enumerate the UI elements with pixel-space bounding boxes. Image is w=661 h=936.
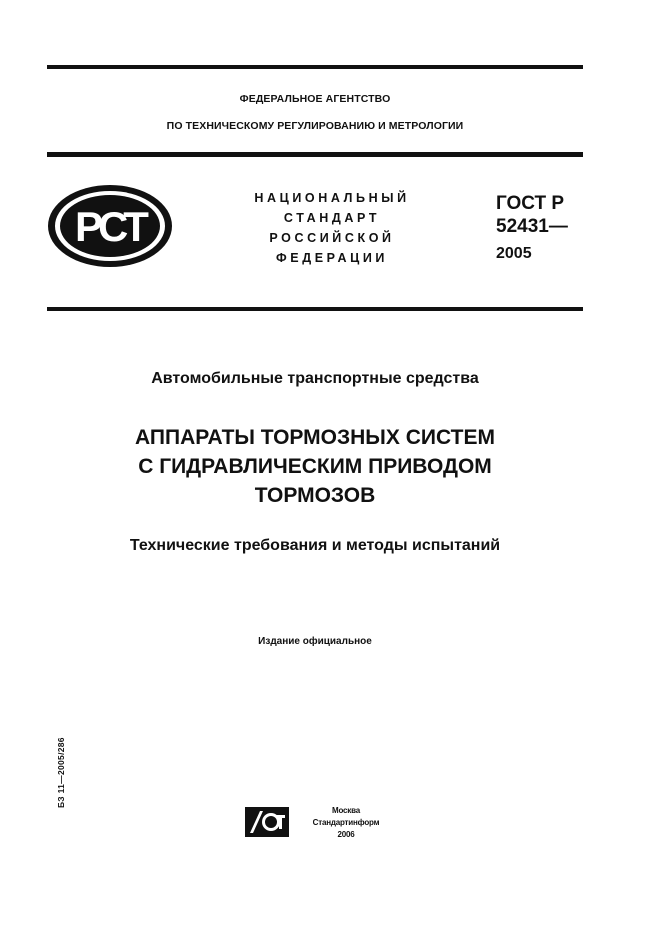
designation-line-2: 52431— (496, 216, 568, 237)
agency-line-1: ФЕДЕРАЛЬНОЕ АГЕНТСТВО (239, 93, 391, 105)
document-title (47, 423, 583, 510)
standard-type-line: НАЦИОНАЛЬНЫЙ (254, 191, 410, 205)
top-rule (47, 65, 583, 69)
publisher-city: Москва (332, 806, 360, 815)
publisher-info (296, 805, 396, 841)
standard-type (232, 188, 432, 268)
document-subtitle: Технические требования и методы испытаний (129, 537, 501, 554)
subject-heading: Автомобильные транспортные средства (151, 370, 479, 387)
designation-line-1: ГОСТ Р (496, 193, 565, 214)
gost-r-logo-icon (46, 183, 174, 269)
agency-line-2: ПО ТЕХНИЧЕСКОМУ РЕГУЛИРОВАНИЮ И МЕТРОЛОГИИ (166, 120, 464, 132)
standard-type-line: СТАНДАРТ (283, 211, 381, 225)
title-line: С ГИДРАВЛИЧЕСКИМ ПРИВОДОМ (138, 455, 492, 478)
bz-code: БЗ 11—2005/286 (56, 737, 66, 808)
logo-text: РСТ (75, 203, 145, 250)
standartinform-logo-icon (244, 806, 290, 838)
standard-type-line: РОССИЙСКОЙ (269, 231, 395, 245)
header-rule (47, 152, 583, 157)
title-line: ТОРМОЗОВ (254, 484, 376, 507)
publisher-year: 2006 (337, 830, 355, 839)
standard-designation (496, 192, 568, 238)
designation-year: 2005 (496, 245, 532, 262)
publisher-name: Стандартинформ (312, 818, 380, 827)
header-bottom-rule (47, 307, 583, 311)
standard-type-line: ФЕДЕРАЦИИ (275, 251, 388, 265)
title-line: АППАРАТЫ ТОРМОЗНЫХ СИСТЕМ (135, 426, 495, 449)
edition-label: Издание официальное (258, 636, 372, 647)
